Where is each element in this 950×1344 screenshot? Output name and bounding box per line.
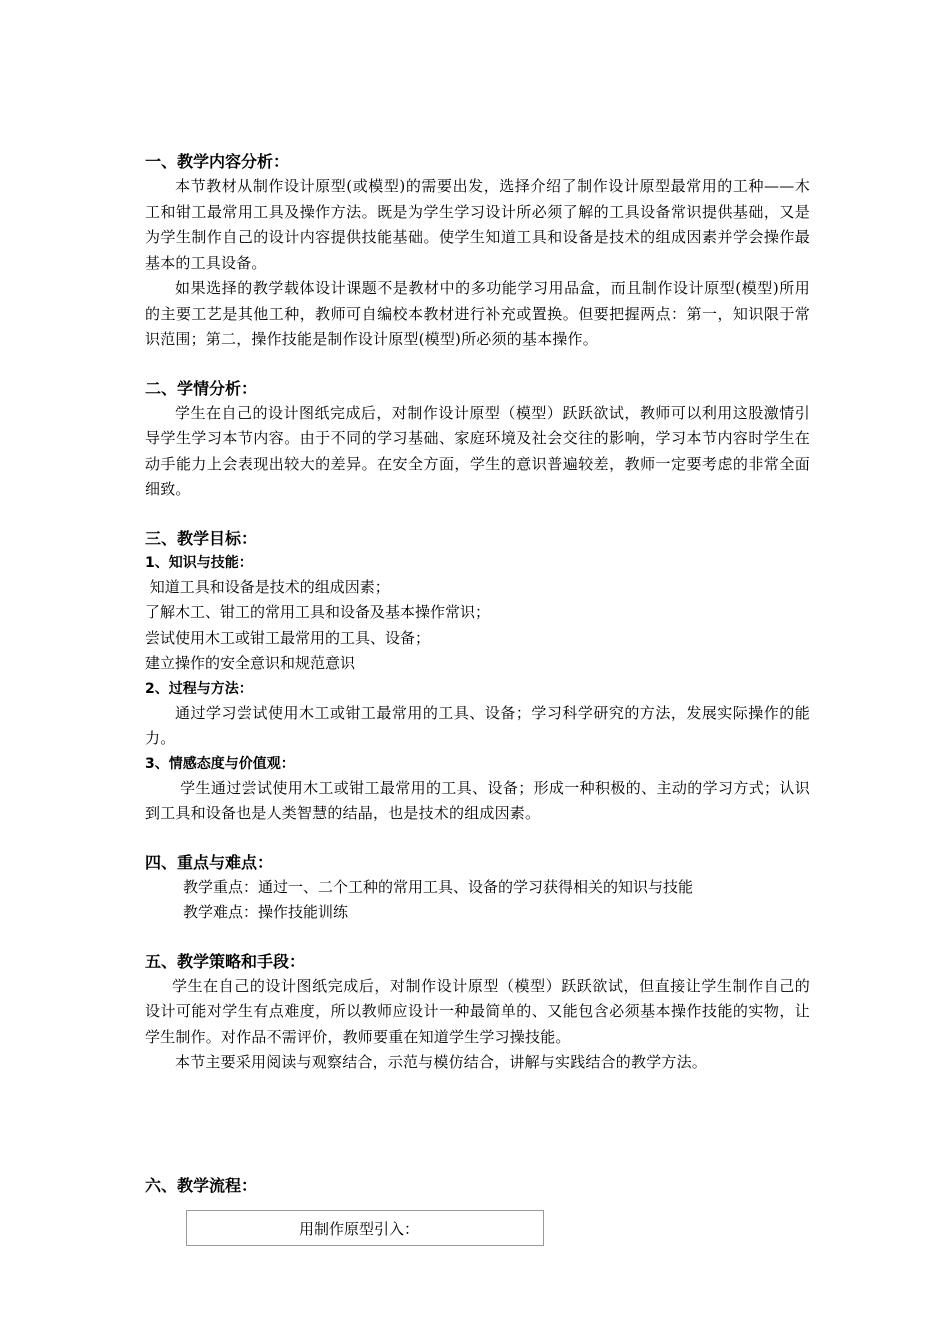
section-2-heading: 二、学情分析： [145, 378, 258, 398]
section-5-paragraph-2: 本节主要采用阅读与观察结合，示范与模仿结合，讲解与实践结合的教学方法。 [175, 1053, 708, 1071]
knowledge-skills-subheading: 1、知识与技能： [145, 554, 253, 571]
attitude-values-subheading: 3、情感态度与价值观： [145, 755, 295, 772]
flow-chart-box [186, 1210, 544, 1246]
section-3-heading: 三、教学目标： [145, 528, 258, 548]
objective-item: 了解木工、钳工的常用工具和设备及基本操作常识； [145, 603, 491, 621]
section-5-heading: 五、教学策略和手段： [145, 951, 306, 971]
difficulty-line: 教学难点：操作技能训练 [183, 903, 349, 921]
process-method-paragraph: 通过学习尝试使用木工或钳工最常用的工具、设备；学习科学研究的方法，发展实际操作的能力。 [145, 703, 810, 747]
section-4-heading: 四、重点与难点： [145, 852, 274, 872]
objective-item: 知道工具和设备是技术的组成因素； [145, 577, 390, 596]
section-2-paragraph: 学生在自己的设计图纸完成后，对制作设计原型（模型）跃跃欲试，教师可以利用这股激情引导学生学习本节内容。由于不同的学习基础、家庭环境及社会交往的影响，学习本节内容时学生在动手能力上会表现出较大的差异。在安全方面，学生的意识普遍较差，教师一定要考虑的非常全面细致。 [145, 403, 810, 498]
process-method-subheading: 2、过程与方法： [145, 680, 253, 697]
attitude-values-paragraph: 学生通过尝试使用木工或钳工最常用的工具、设备；形成一种积极的、主动的学习方式；认识到工具和设备也是人类智慧的结晶，也是技术的组成因素。 [145, 778, 810, 822]
document-body [145, 150, 810, 1076]
objective-item: 建立操作的安全意识和规范意识 [145, 654, 356, 672]
section-1-paragraph-2: 如果选择的教学载体设计课题不是教材中的多功能学习用品盒，而且制作设计原型(模型)所用的主要工艺是其他工种，教师可自编校本教材进行补充或置换。但要把握两点：第一，知识限于常识范围；第二，操作技能是制作设计原型(模型)所必须的基本操作。 [145, 279, 810, 348]
key-point-line: 教学重点：通过一、二个工种的常用工具、设备的学习获得相关的知识与技能 [183, 877, 694, 896]
section-1-heading: 一、教学内容分析： [145, 152, 290, 171]
section-6-heading: 六、教学流程： [145, 1176, 258, 1195]
flow-chart-box-label: 用制作原型引入： [299, 1220, 420, 1238]
section-5-paragraph-1: 学生在自己的设计图纸完成后，对制作设计原型（模型）跃跃欲试，但直接让学生制作自己的设计可能对学生有点难度，所以教师应设计一种最简单的、又能包含必须基本操作技能的实物，让学生制作。对作品不需评价，教师要重在知道学生学习操技能。 [145, 976, 810, 1046]
objective-item: 尝试使用木工或钳工最常用的工具、设备； [145, 628, 431, 647]
section-1-paragraph-1: 本节教材从制作设计原型(或模型)的需要出发，选择介绍了制作设计原型最常用的工种——木工和钳工最常用工具及操作方法。既是为学生学习设计所必须了解的工具设备常识提供基础，又是为学生制作自己的设计内容提供技能基础。使学生知道工具和设备是技术的组成因素并学会操作最基本的工具设备。 [145, 177, 810, 272]
